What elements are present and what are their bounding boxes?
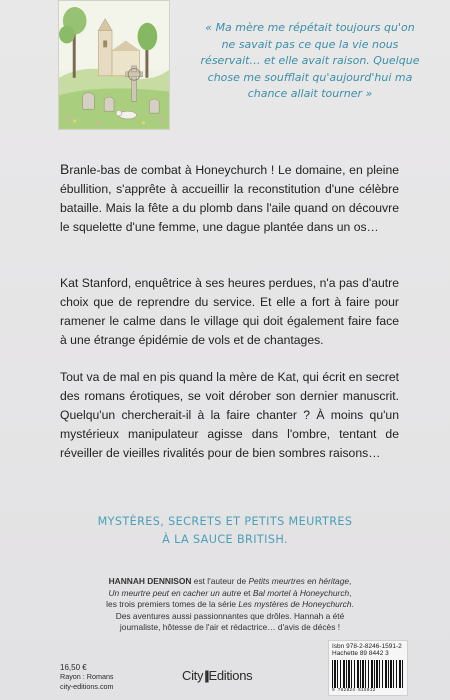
author-name: HANNAH DENNISON [108, 576, 192, 586]
author-bio-line [60, 588, 400, 600]
bio-text: les trois premiers tomes de la série [106, 599, 239, 610]
bio-text: , [349, 576, 352, 586]
synopsis-paragraph-3: Tout va de mal en pis quand la mère de Kat, qui écrit en secret des romans érotiques, se voit dérober son dernier manuscrit. Quelqu'un chercherait-il à la faire chanter ? À moins qu'un mystérieux manipulateur agisse dans l'ombre, tentant de réveiller de vieilles rivalités pour de bien sombres raisons… [60, 370, 399, 460]
tagline-line: À LA SAUCE BRITISH. [162, 533, 288, 546]
author-bio-line [60, 576, 400, 588]
book-title: Petits meurtres en héritage [248, 576, 350, 586]
author-bio-line: journaliste, hôtesse de l'air et rédactrice… d'avis de décès ! [119, 622, 341, 633]
village-churchyard-illustration [58, 0, 170, 130]
publisher-logo-bars: || [204, 668, 208, 683]
tagline [40, 513, 410, 549]
website: city-editions.com [60, 681, 114, 691]
paragraph-initial: B [60, 161, 70, 177]
book-title: Bal mortel à Honeychurch [252, 587, 350, 598]
quote-line: chance allait tourner » [247, 87, 373, 100]
synopsis-paragraph-1 [60, 160, 399, 237]
pull-quote [184, 20, 436, 103]
series-title: Les mystères de Honeychurch [238, 599, 352, 610]
barcode-icon [332, 660, 404, 688]
synopsis-paragraph-2: Kat Stanford, enquêtrice à ses heures perdues, n'a pas d'autre choix que de reprendre du service. Et elle a fort à faire pour ramener le calme dans le village qui doit également faire face à une étrange épidémie de vols et de chantages. [60, 276, 399, 347]
churchyard-drawing [59, 1, 169, 129]
hachette-code: Hachette 89 8442 3 [332, 650, 389, 658]
quote-line: réservait… et elle avait raison. Quelque [200, 54, 420, 67]
author-bio [60, 576, 400, 634]
price: 16,50 € [60, 663, 87, 672]
book-title: Un meurtre peut en cacher un autre [108, 587, 242, 598]
author-bio-line [60, 599, 400, 611]
price-info [60, 663, 114, 691]
quote-line: chose me soufflait qu'aujourd'hui ma [207, 70, 413, 84]
author-bio-line: Des aventures aussi passionnantes que drôles. Hannah a été [115, 610, 345, 621]
bio-text: . [351, 599, 354, 610]
barcode-digits: 9 782824 615912 [332, 688, 376, 694]
publisher-name-left: City [182, 668, 204, 683]
quote-line: « Ma mère me répétait toujours qu'on [205, 21, 415, 34]
bio-text: et [241, 587, 253, 598]
barcode-label [328, 640, 408, 696]
publisher-name-right: Editions [208, 668, 253, 683]
tagline-line: MYSTÈRES, SECRETS ET PETITS MEURTRES [97, 515, 353, 528]
isbn: Isbn 978-2-8246-1591-2 [332, 643, 402, 650]
shelf-category: Rayon : Romans [60, 672, 114, 682]
quote-line: ne savait pas ce que la vie nous [221, 37, 399, 51]
bio-text: , [349, 587, 352, 598]
bio-text: est l'auteur de [191, 576, 249, 586]
paragraph-text: ranle-bas de combat à Honeychurch ! Le domaine, en pleine ébullition, s'apprête à accueillir la reconstitution d'une célèbre bataille. Mais la fête a du plomb dans l'aile quand on découvre le squelette d'une femme, une dague plantée dans un os… [60, 163, 399, 234]
publisher-logo [182, 668, 252, 683]
